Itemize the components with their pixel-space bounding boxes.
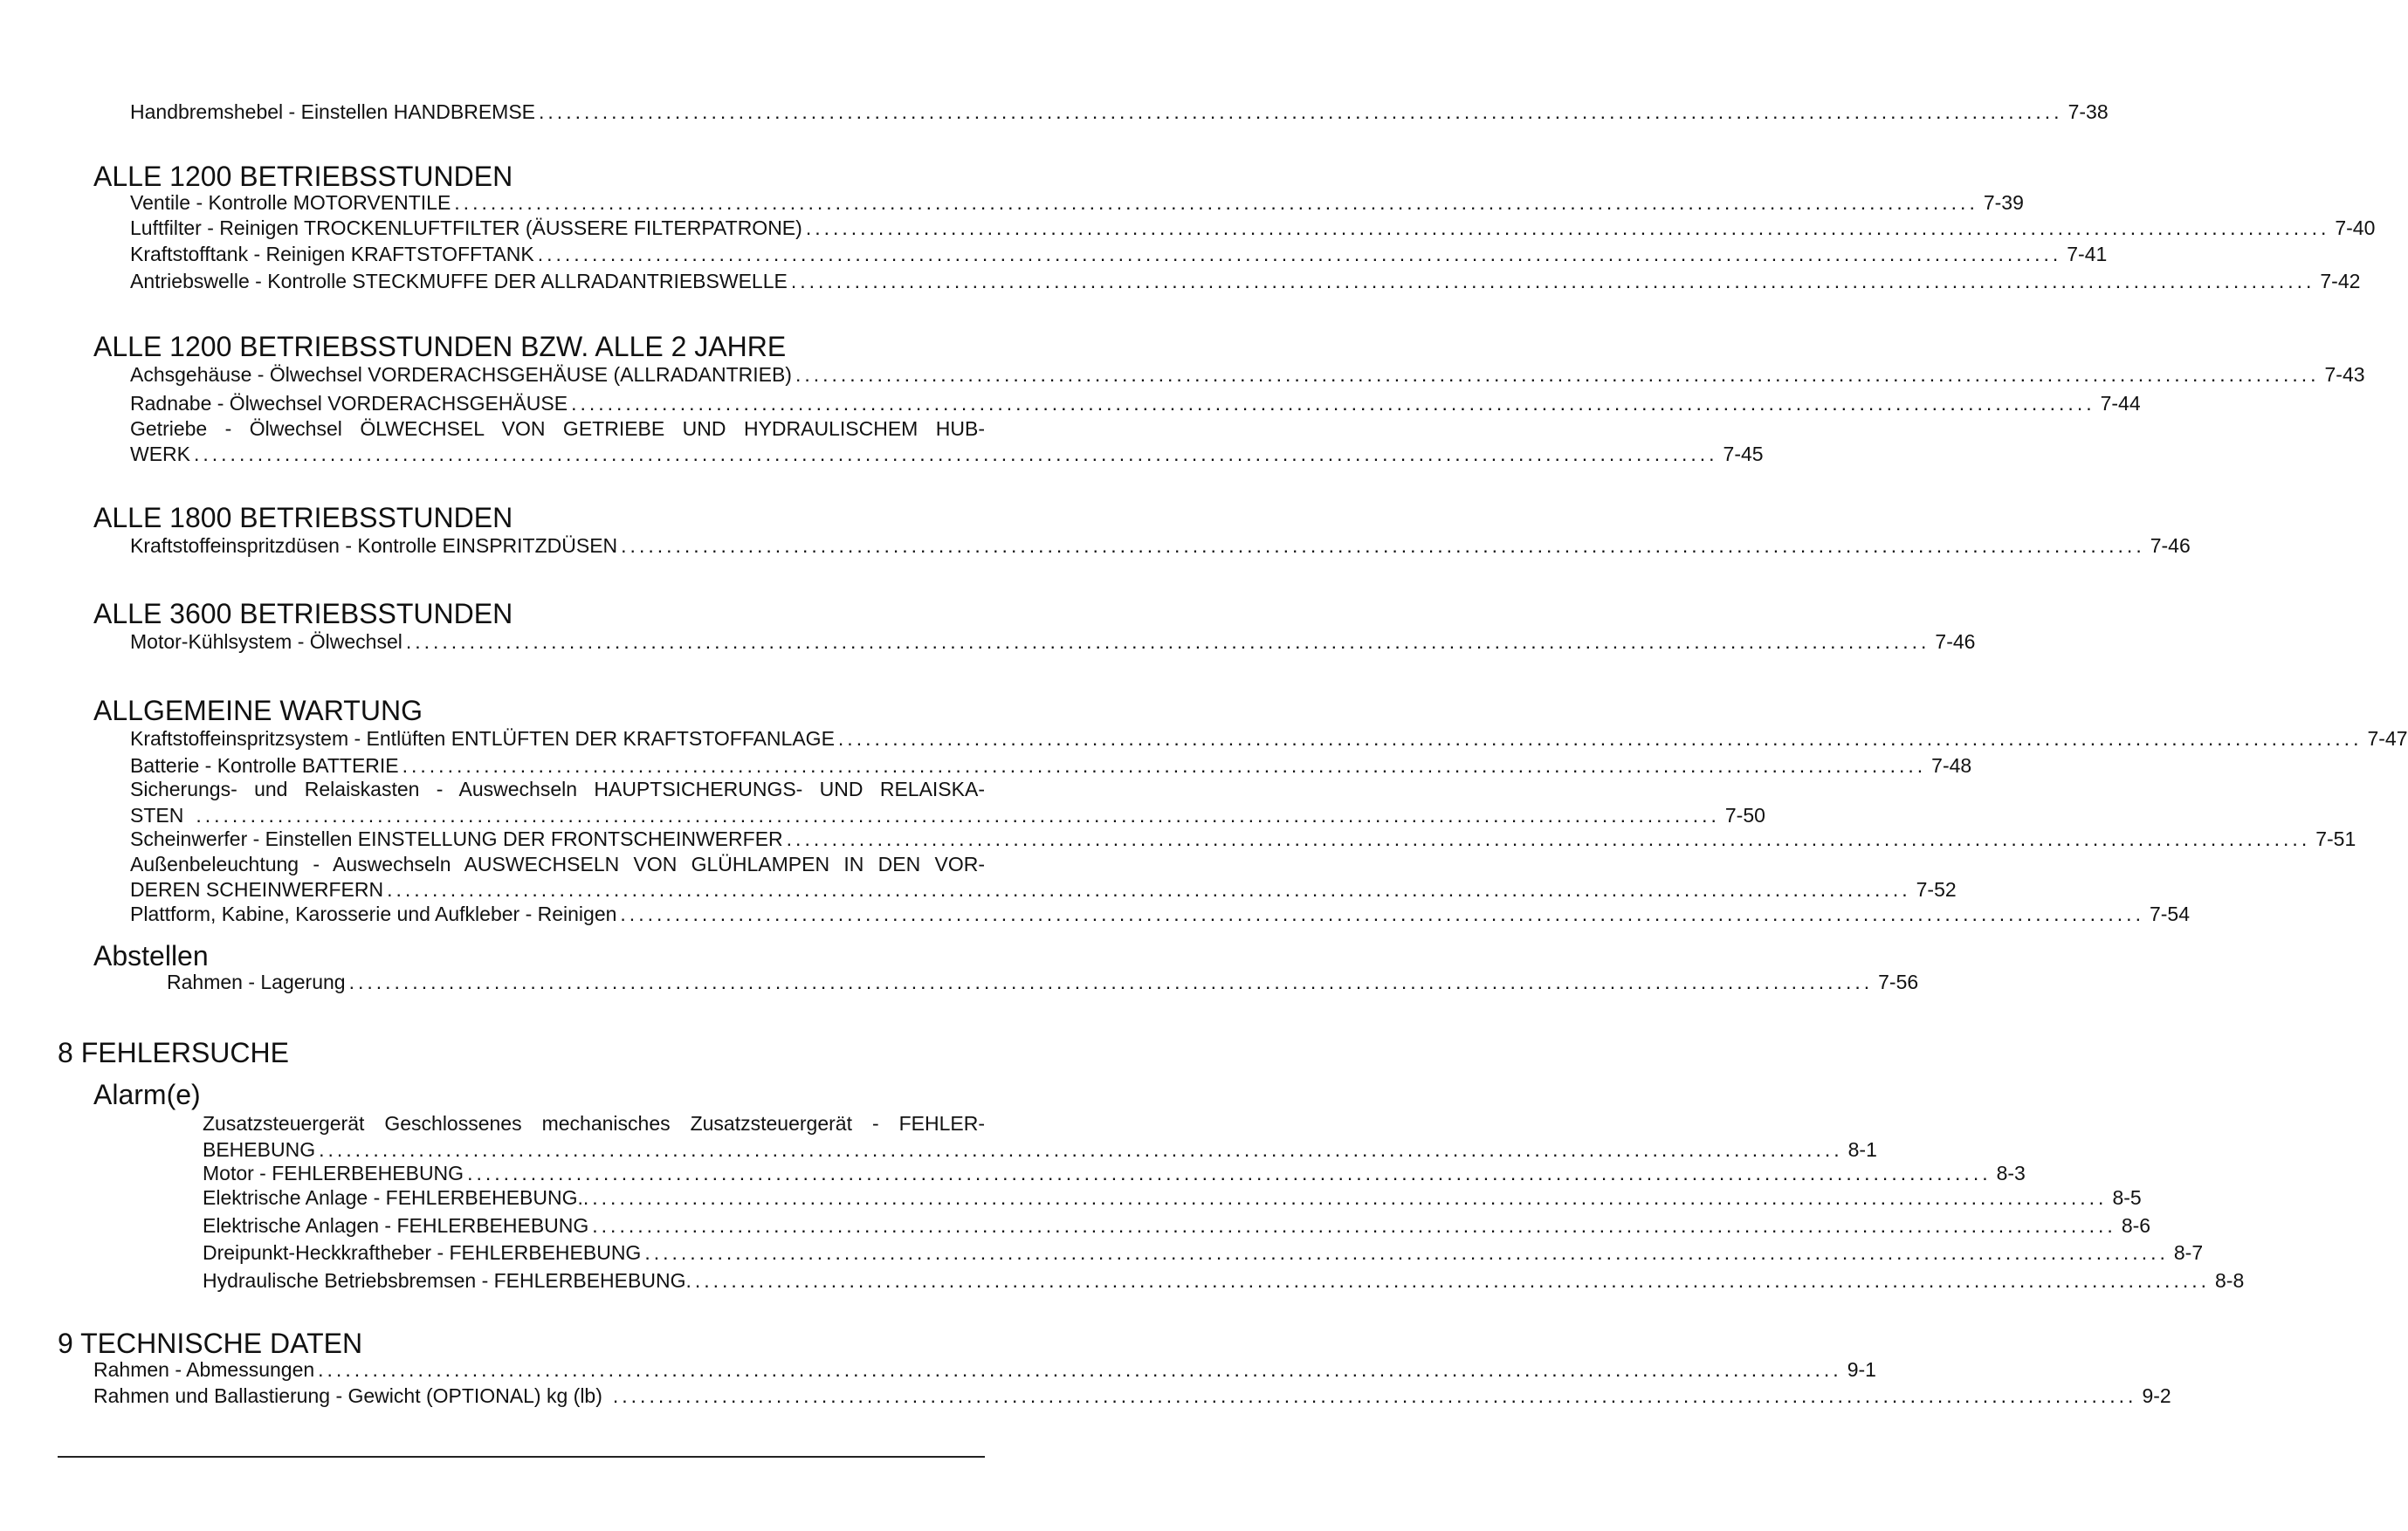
entry-page: 7-40 [2335,216,2376,239]
dot-leader: ........................................................................................................................................................................ [685,1269,2211,1292]
entry-page: 7-38 [2067,100,2109,123]
entry-page: 7-41 [2067,243,2108,265]
toc-entry-sicherungen[interactable] [130,778,1765,827]
section-heading-1200: ALLE 1200 BETRIEBSSTUNDEN [93,161,513,192]
section-heading-3600: ALLE 3600 BETRIEBSSTUNDEN [93,598,513,629]
entry-title: Elektrische Anlage - FEHLERBEHEBUNG. [203,1186,583,1209]
entry-title: Elektrische Anlagen - FEHLERBEHEBUNG [203,1214,589,1237]
entry-title: Ventile - Kontrolle MOTORVENTILE [130,191,451,214]
entry-title: Kraftstoffeinspritzsystem - Entlüften ENTLÜFTEN DER KRAFTSTOFFANLAGE [130,727,835,750]
entry-page: 9-1 [1847,1358,1876,1381]
dot-leader: ........................................................................................................................................................................ [582,1186,2108,1209]
toc-entry-kraftstofftank[interactable] [130,243,2108,266]
entry-page: 8-7 [2173,1241,2204,1264]
section-heading-allgemeine-wartung: ALLGEMEINE WARTUNG [93,695,423,726]
section-heading-1800: ALLE 1800 BETRIEBSSTUNDEN [93,502,513,533]
toc-entry-zusatzsteuergeraet[interactable] [203,1112,1877,1162]
dot-leader: ........................................................................................................................................................................ [348,971,1874,993]
toc-entry-ventile[interactable] [130,191,2024,215]
dot-leader: ........................................................................................................................................................................ [402,754,1927,777]
entry-page: 8-1 [1847,1138,1877,1161]
dot-leader: ........................................................................................................................................................................ [644,1241,2169,1264]
section-heading-1200-2-jahre: ALLE 1200 BETRIEBSSTUNDEN BZW. ALLE 2 JAHRE [93,331,787,362]
entry-title-line-1: Getriebe - Ölwechsel ÖLWECHSEL VON GETRIEBE UND HYDRAULISCHEM HUB- [130,417,985,440]
dot-leader: ........................................................................................................................................................................ [467,1162,1992,1184]
dot-leader: ........................................................................................................................................................................ [387,878,1911,901]
toc-entry-elektrische-anlage[interactable] [203,1186,2142,1210]
toc-entry-abmessungen[interactable] [93,1358,1876,1382]
chapter-heading-technische-daten: 9 TECHNISCHE DATEN [58,1328,363,1359]
entry-title-line-2: WERK [130,443,190,465]
toc-entry-einspritzduesen[interactable] [130,534,2191,558]
toc-entry-radnabe[interactable] [130,392,2141,415]
entry-page: 8-5 [2112,1186,2142,1209]
entry-page: 7-56 [1878,971,1919,993]
dot-leader: ........................................................................................................................................................................ [592,1214,2116,1237]
dot-leader: ........................................................................................................................................................................ [319,1138,1843,1161]
toc-entry-kuehlsystem[interactable] [130,630,1976,654]
entry-title: Batterie - Kontrolle BATTERIE [130,754,399,777]
entry-page: 7-51 [2315,827,2356,850]
section-heading-abstellen: Abstellen [93,940,209,971]
footer-rule [58,1456,985,1458]
entry-title: Antriebswelle - Kontrolle STECKMUFFE DER ALLRADANTRIEBSWELLE [130,270,788,292]
toc-entry-lagerung[interactable] [167,971,1919,994]
toc-entry-entlueften[interactable] [130,727,2408,751]
entry-page: 7-48 [1931,754,1972,777]
entry-page: 7-44 [2100,392,2141,415]
dot-leader: ........................................................................................................................................................................ [837,727,2363,750]
toc-entry-luftfilter[interactable] [130,216,2376,240]
entry-page: 7-52 [1916,878,1957,901]
toc-entry-antriebswelle[interactable] [130,270,2361,293]
dot-leader: ........................................................................................................................................................................ [539,100,2063,123]
entry-title: Plattform, Kabine, Karosserie und Aufkleber - Reinigen [130,903,617,925]
dot-leader: ........................................................................................................................................................................ [786,827,2311,850]
toc-entry-elektrische-anlagen[interactable] [203,1214,2151,1238]
entry-title: Achsgehäuse - Ölwechsel VORDERACHSGEHÄUSE (ALLRADANTRIEB) [130,363,792,386]
entry-page: 7-47 [2367,727,2408,750]
entry-page: 8-6 [2121,1214,2151,1237]
dot-leader: ........................................................................................................................................................................ [318,1358,1842,1381]
entry-title: Rahmen und Ballastierung - Gewicht (OPTIONAL) kg (lb) [93,1384,602,1407]
entry-title-line-2: DEREN SCHEINWERFERN [130,878,384,901]
entry-title-line-2: STEN [130,804,184,827]
toc-entry-batterie[interactable] [130,754,1972,778]
entry-title: Hydraulische Betriebsbremsen - FEHLERBEHEBUNG [203,1269,686,1292]
entry-title-line-2: BEHEBUNG [203,1138,316,1161]
dot-leader: ........................................................................................................................................................................ [621,534,2145,557]
entry-title: Scheinwerfer - Einstellen EINSTELLUNG DER FRONTSCHEINWERFER [130,827,783,850]
entry-title: Kraftstofftank - Reinigen KRAFTSTOFFTANK [130,243,534,265]
dot-leader: ........................................................................................................................................................................ [790,270,2315,292]
entry-title: Rahmen - Lagerung [167,971,346,993]
entry-page: 7-39 [1983,191,2024,214]
dot-leader: ........................................................................................................................................................................ [454,191,1978,214]
entry-page: 7-45 [1723,443,1764,465]
section-heading-alarme: Alarm(e) [93,1079,201,1110]
entry-title: Rahmen - Abmessungen [93,1358,315,1381]
toc-entry-getriebe[interactable] [130,417,1764,466]
entry-page: 8-3 [1996,1162,2026,1184]
dot-leader: ........................................................................................................................................................................ [795,363,2320,386]
entry-title: Radnabe - Ölwechsel VORDERACHSGEHÄUSE [130,392,568,415]
dot-leader: ........................................................................................................................................................................ [805,216,2330,239]
chapter-heading-fehlersuche: 8 FEHLERSUCHE [58,1037,289,1068]
entry-title: Dreipunkt-Heckkraftheber - FEHLERBEHEBUNG [203,1241,642,1264]
dot-leader: ........................................................................................................................................................................ [571,392,2095,415]
dot-leader: ........................................................................................................................................................................ [620,903,2144,925]
toc-entry-bremsen[interactable] [203,1269,2245,1293]
dot-leader: ........................................................................................................................................................................ [612,1384,2137,1407]
entry-page: 7-43 [2324,363,2365,386]
toc-entry-plattform[interactable] [130,903,2191,926]
entry-title: Luftfilter - Reinigen TROCKENLUFTFILTER (ÄUSSERE FILTERPATRONE) [130,216,802,239]
toc-entry-scheinwerfer[interactable] [130,827,2356,851]
dot-leader: ........................................................................................................................................................................ [194,443,1718,465]
entry-page: 9-2 [2142,1384,2171,1407]
entry-page: 7-46 [1935,630,1976,653]
entry-title: Handbremshebel - Einstellen HANDBREMSE [130,100,536,123]
entry-page: 7-42 [2320,270,2361,292]
entry-title: Motor - FEHLERBEHEBUNG [203,1162,464,1184]
toc-entry-motor[interactable] [203,1162,2026,1185]
toc-entry-gewicht[interactable] [93,1384,2171,1408]
entry-page: 7-50 [1724,804,1765,827]
entry-title: Kraftstoffeinspritzdüsen - Kontrolle EINSPRITZDÜSEN [130,534,618,557]
entry-page: 8-8 [2215,1269,2245,1292]
entry-page: 7-54 [2149,903,2191,925]
entry-page: 7-46 [2150,534,2191,557]
toc-entry-achsgehaeuse[interactable] [130,363,2365,387]
toc-entry-dreipunkt[interactable] [203,1241,2204,1265]
dot-leader: ........................................................................................................................................................................ [405,630,1930,653]
entry-title: Motor-Kühlsystem - Ölwechsel [130,630,402,653]
entry-title-line-1: Außenbeleuchtung - Auswechseln AUSWECHSELN VON GLÜHLAMPEN IN DEN VOR- [130,853,985,875]
entry-title-line-1: Zusatzsteuergerät Geschlossenes mechanisches Zusatzsteuergerät - FEHLER- [203,1112,985,1135]
dot-leader: ........................................................................................................................................................................ [196,804,1720,827]
dot-leader: ........................................................................................................................................................................ [537,243,2062,265]
toc-entry-handbremse[interactable] [130,100,2109,124]
toc-entry-aussenbeleuchtung[interactable] [130,853,1957,902]
entry-title-line-1: Sicherungs- und Relaiskasten - Auswechseln HAUPTSICHERUNGS- UND RELAISKA- [130,778,985,800]
